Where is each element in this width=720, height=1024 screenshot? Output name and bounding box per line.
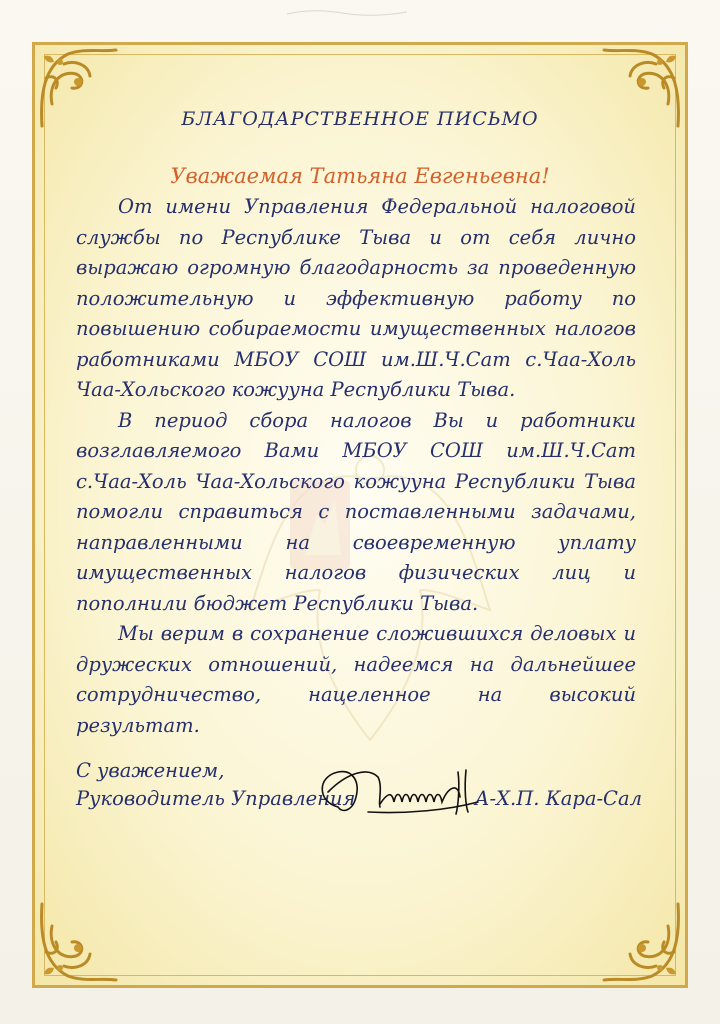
paragraph-2: В период сбора налогов Вы и работники возглавляемого Вами МБОУ СОШ им.Ш.Ч.Сат с.Чаа-Холь Чаа-Хольского кожууна Республики Тыва помогли справиться с поставленными задачами, направленными на своевременную уплату имущественных налогов физических лиц и пополнили бюджет Республики Тыва. bbox=[76, 408, 636, 615]
signer-name: А-Х.П. Кара-Сал bbox=[474, 787, 642, 810]
paragraph-1: От имени Управления Федеральной налоговой службы по Республике Тыва и от себя лично выражаю огромную благодарность за проведенную положительную и эффективную работу по повышению собираемости имущественных налогов работниками МБОУ СОШ им.Ш.Ч.Сат с.Чаа-Холь Чаа-Хольского кожууна Республики Тыва. bbox=[76, 195, 636, 401]
handwritten-signature bbox=[308, 752, 498, 832]
paragraph-3: Мы верим в сохранение сложившихся деловых и дружеских отношений, надеемся на дальнейшее сотрудничество, нацеленное на высокий результат. bbox=[76, 622, 636, 737]
letter-body bbox=[76, 192, 636, 741]
letter-title: БЛАГОДАРСТВЕННОЕ ПИСЬМО bbox=[181, 108, 539, 130]
corner-ornament-bottom-left bbox=[34, 896, 124, 986]
greeting: Уважаемая Татьяна Евгеньевна! bbox=[170, 164, 550, 188]
scan-artifact bbox=[282, 6, 412, 20]
corner-ornament-bottom-right bbox=[596, 896, 686, 986]
closing-phrase: С уважением, bbox=[76, 759, 225, 782]
signer-position: Руководитель Управления bbox=[76, 787, 356, 810]
